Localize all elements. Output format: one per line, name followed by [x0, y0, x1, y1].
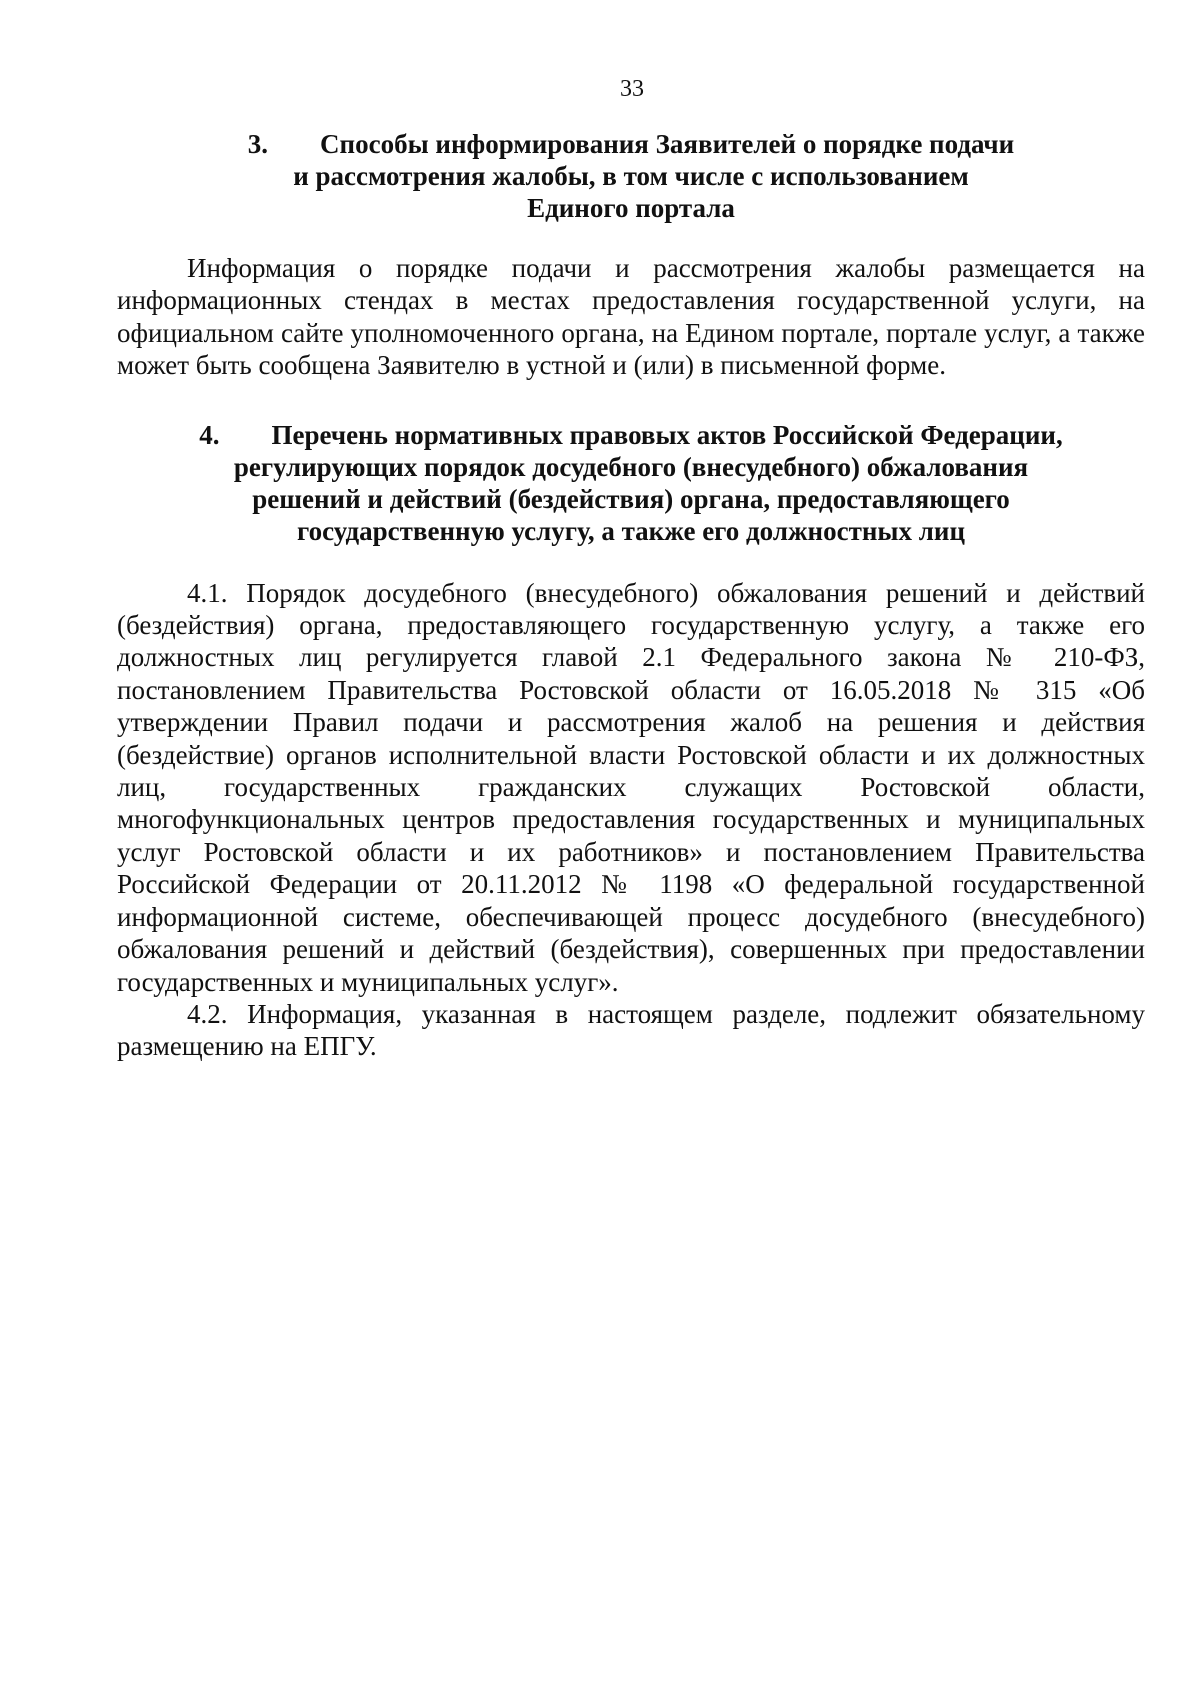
section-3-heading	[117, 128, 1145, 224]
section-4-heading-text-1: Перечень нормативных правовых актов Российской Федерации,	[271, 419, 1063, 450]
section-4-heading-line-3: решений и действий (бездействия) органа, предоставляющего	[252, 483, 1010, 514]
section-4-heading	[117, 419, 1145, 547]
section-3-heading-text-1: Способы информирования Заявителей о порядке подачи	[320, 129, 1015, 159]
section-3-number: 3.	[247, 129, 269, 159]
section-3-heading-line-1	[117, 128, 1145, 160]
section-4-number: 4.	[199, 419, 220, 450]
section-3-paragraph: Информация о порядке подачи и рассмотрения жалобы размещается на информационных стендах в местах предоставления государственной услуги, на официальном сайте уполномоченного органа, на Едином портале, портале услуг, а также может быть сообщена Заявителю в устной и (или) в письменной форме.	[117, 253, 1145, 381]
page-content	[117, 128, 1145, 1063]
section-4-heading-line-4: государственную услугу, а также его должностных лиц	[296, 515, 965, 546]
paragraph-4-2: 4.2. Информация, указанная в настоящем разделе, подлежит обязательному размещению на ЕПГУ.	[117, 998, 1145, 1062]
section-3-heading-line-3: Единого портала	[527, 193, 735, 223]
section-4-heading-line-1	[117, 419, 1145, 451]
paragraph-4-1: 4.1. Порядок досудебного (внесудебного) обжалования решений и действий (бездействия) органа, предоставляющего государственную услугу, а также его должностных лиц регулируется главой 2.1 Федерального закона № 210-ФЗ, постановлением Правительства Ростовской области от 16.05.2018 № 315 «Об утверждении Правил подачи и рассмотрения жалоб на решения и действия (бездействие) органов исполнительной власти Ростовской области и их должностных лиц, государственных гражданских служащих Ростовской области, многофункциональных центров предоставления государственных и муниципальных услуг Ростовской области и их работников» и постановлением Правительства Российской Федерации от 20.11.2012 № 1198 «О федеральной государственной информационной системе, обеспечивающей процесс досудебного (внесудебного) обжалования решений и действий (бездействия), совершенных при предоставлении государственных и муниципальных услуг».	[117, 577, 1145, 997]
page-number: 33	[620, 76, 644, 102]
section-4-heading-line-2: регулирующих порядок досудебного (внесудебного) обжалования	[233, 451, 1029, 482]
section-3-heading-line-2: и рассмотрения жалобы, в том числе с использованием	[293, 161, 969, 191]
